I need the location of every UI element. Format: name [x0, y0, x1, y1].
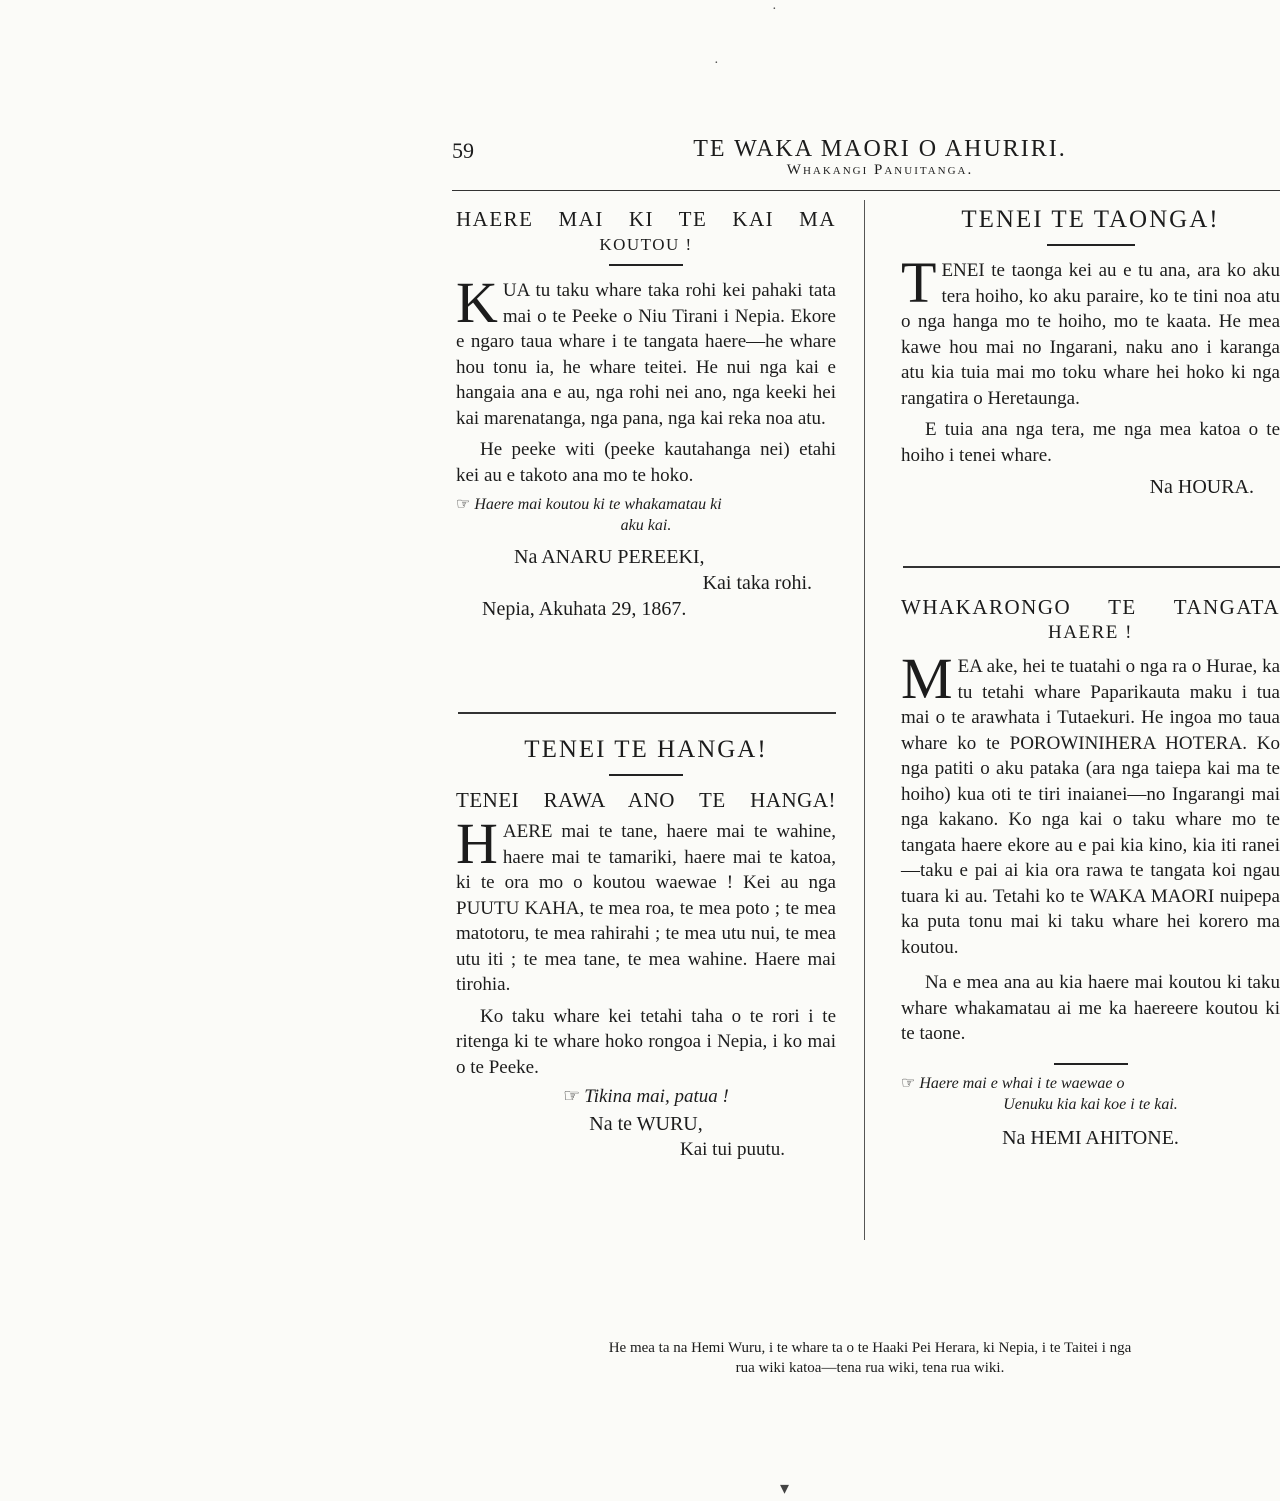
ad-whakarongo-note	[901, 1073, 1280, 1115]
ad-kai-signature	[456, 544, 836, 622]
ad-taonga-sig-name: Na HOURA.	[1149, 476, 1254, 498]
masthead-title: TE WAKA MAORI O AHURIRI.	[693, 136, 1067, 162]
ad-taonga-title: TENEI TE TAONGA!	[961, 206, 1220, 233]
ad-whakarongo-rule	[1054, 1063, 1128, 1065]
pointing-hand-icon: ☞	[901, 1074, 916, 1092]
printer-imprint	[460, 1338, 1280, 1378]
ad-taonga-body1	[901, 250, 1280, 411]
ad-hanga-signature	[456, 1111, 836, 1163]
ad-taonga-dropcap: T	[901, 250, 937, 315]
ad-hanga-title: TENEI TE HANGA!	[524, 736, 768, 763]
ad-taonga-body1-text: ENEI te taonga kei au e tu ana, ara ko aku tera hoiho, ko aku paraire, ko te tini noa atu o nga hanga mo te hoiho, mo te kaata. He mea kawe hou mai no Ingarani, naku ano i karanga atu kia tuia mai mo toku whare hei hoko ki nga rangatira o Heretaunga.	[901, 260, 1280, 409]
ad-hanga-body1	[456, 811, 836, 998]
section-rule	[458, 712, 836, 714]
ad-kai-sig-role: Kai taka rohi.	[702, 572, 812, 594]
ad-hanga-body1-text: AERE mai te tane, haere mai te wahine, haere mai te tamariki, haere mai te katoa, ki te ora mo o koutou waewae ! Kei au nga PUUTU KAHA, te mea roa, te mea poto ; te mea matotoru, te mea rahirahi ; te mea utu nui, te mea utu iti ; te mea tane, te mea wahine. Haere mai tirohia.	[456, 821, 836, 995]
column-divider	[864, 200, 865, 1240]
pointing-hand-icon: ☞	[456, 496, 471, 513]
ad-kai-body1-text: UA tu taku whare taka rohi kei pahaki tata mai o te Peeke o Niu Tirani i Nepia. Ekore e ngaro taua whare i te tangata haere—he whare hou tonu ia, he whare teitei. He nui nga kai e hangaia ana e au, nga rohi nei ano, nga keeki hei kai marenatanga, nga pana, nga kai reka noa atu.	[456, 280, 836, 429]
print-speck: ▾	[780, 1478, 790, 1498]
ad-hanga-body2: Ko taku whare kei tetahi taha o te rori i te ritenga ki te whare hoko rongoa i Nepia, i ko mai o te Peeke.	[456, 1005, 836, 1078]
ad-hanga-title-rule	[609, 774, 683, 776]
ad-kai-body2: He peeke witi (peeke kautahanga nei) etahi kei au e takoto ana mo te hoko.	[456, 439, 836, 486]
masthead-subtitle: Whakangi Panuitanga.	[786, 162, 974, 178]
page-number: 59	[452, 138, 474, 163]
ad-hanga-dropcap: H	[456, 811, 498, 876]
ad-whakarongo	[901, 594, 1280, 1151]
ad-kai-note	[456, 494, 836, 536]
print-speck: ·	[772, 2, 777, 17]
ad-whakarongo-title-line1: WHAKARONGO TE TANGATA	[901, 595, 1280, 619]
ad-hanga	[456, 736, 836, 1163]
ad-hanga-sig-role: Kai tui puutu.	[680, 1139, 786, 1160]
ad-kai-title-rule	[609, 264, 683, 266]
ad-whakarongo-body1-text: EA ake, hei te tuatahi o nga ra o Hurae, ka tu tetahi whare Paparikauta maku i tua mai o te arawhata i Tutaekuri. He ingoa mo taua whare ko te POROWINIHERA HOTERA. Ko nga patiti o aku pataka (ara nga taiepa kai ma te hoiho) kua oti te tiri inaianei—no Ingarangi mai nga kakano. Ko nga kai o taku whare mo te tangata haere ekore au e pai kia kino, kia iti ranei—taku e pai ai kia ora rawa te tangata koi ngau tuara ki au. Tetahi ko te WAKA MAORI nuipepa ka puta tonu mai ki taku whare hei korero ma koutou.	[901, 656, 1280, 958]
print-speck: ·	[714, 56, 719, 71]
ad-kai-dropcap: K	[456, 270, 498, 335]
section-rule	[903, 566, 1280, 568]
ad-hanga-note	[456, 1086, 836, 1107]
ad-whakarongo-note-line1: Haere mai e whai i te waewae o	[919, 1074, 1125, 1092]
ad-whakarongo-note-line2: Uenuku kia kai koe i te kai.	[1003, 1095, 1178, 1113]
ad-taonga	[901, 206, 1280, 500]
ad-kai-sig-name: Na ANARU PEREEKI,	[514, 546, 705, 568]
ad-taonga-title-rule	[1047, 244, 1135, 246]
ad-hanga-subtitle: TENEI RAWA ANO TE HANGA!	[456, 788, 836, 812]
pointing-hand-icon: ☞	[563, 1086, 581, 1107]
ad-kai-sig-date: Nepia, Akuhata 29, 1867.	[482, 598, 687, 620]
ad-kai-note-line1: Haere mai koutou ki te whakamatau ki	[474, 496, 722, 513]
ad-kai-title-line1: HAERE MAI KI TE KAI MA	[456, 207, 836, 231]
ad-kai	[456, 206, 836, 622]
imprint-line2: rua wiki katoa—tena rua wiki, tena rua wiki.	[735, 1360, 1005, 1376]
ad-hanga-sig-name: Na te WURU,	[589, 1113, 703, 1135]
ad-whakarongo-sig-name: Na HEMI AHITONE.	[1002, 1126, 1179, 1149]
imprint-line1: He mea ta na Hemi Wuru, i te whare ta o te Haaki Pei Herara, ki Nepia, i te Taitei i nga	[608, 1340, 1132, 1356]
ad-whakarongo-dropcap: M	[901, 646, 953, 711]
header-rule	[452, 190, 1280, 191]
ad-whakarongo-body2: Na e mea ana au kia haere mai koutou ki taku whare whakamatau ai me ka haereere koutou ki te taone.	[901, 972, 1280, 1044]
ad-kai-title-line2: KOUTOU !	[599, 235, 693, 254]
ad-whakarongo-body1	[901, 646, 1280, 960]
ad-kai-body1	[456, 270, 836, 431]
ad-taonga-body2: E tuia ana nga tera, me nga mea katoa o te hoiho i tenei whare.	[901, 419, 1280, 466]
ad-hanga-note-text: Tikina mai, patua !	[584, 1086, 729, 1107]
ad-whakarongo-title	[901, 594, 1280, 646]
ad-kai-title	[456, 206, 836, 258]
ad-kai-note-line2: aku kai.	[620, 517, 672, 534]
ad-whakarongo-title-line2: HAERE !	[1048, 622, 1133, 643]
